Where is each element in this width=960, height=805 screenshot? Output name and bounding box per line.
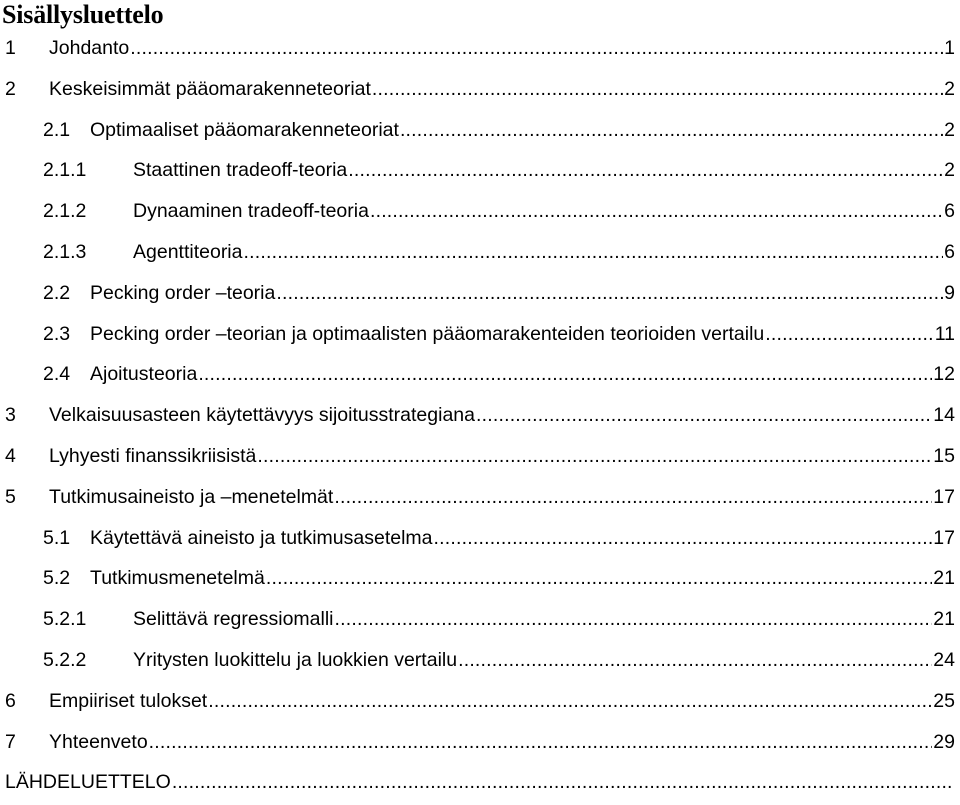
toc-entry-number: 5.1	[43, 526, 71, 549]
toc-entry-title: Tutkimusmenetelmä	[90, 567, 265, 590]
toc-entry-number: 5	[5, 485, 16, 508]
toc-dot-leader	[244, 234, 944, 270]
toc-entry-title: Pecking order –teoria	[90, 281, 276, 304]
toc-entry-title: Tutkimusaineisto ja –menetelmät	[49, 485, 334, 508]
toc-entry-title: Käytettävä aineisto ja tutkimusasetelma	[90, 526, 433, 549]
page-title: Sisällysluettelo	[2, 0, 164, 29]
toc-dot-leader	[400, 112, 943, 148]
toc-entry[interactable]	[0, 356, 960, 397]
toc-entry[interactable]	[0, 520, 960, 561]
toc-entry-number: 2.4	[43, 363, 71, 386]
toc-entry[interactable]	[0, 642, 960, 683]
toc-entry-title: Lyhyesti finanssikriisistä	[49, 444, 257, 467]
toc-entry-number: 2.1.2	[43, 200, 87, 223]
toc-dot-leader	[172, 764, 954, 800]
toc-entry-number: 1	[5, 37, 16, 59]
toc-dot-leader	[334, 479, 932, 515]
toc-entry-title: Dynaaminen tradeoff-teoria	[133, 200, 369, 223]
toc-entry-page: 25	[933, 689, 955, 712]
toc-entry-page: 6	[944, 240, 955, 263]
toc-entry-title: Yritysten luokittelu ja luokkien vertailu	[133, 648, 458, 671]
toc-entry-number: 6	[5, 689, 16, 712]
toc-entry-page: 17	[933, 485, 955, 508]
toc-dot-leader	[476, 397, 932, 433]
toc-entry-title: Pecking order –teorian ja optimaalisten pääomarakenteiden teorioiden vertailu	[90, 322, 765, 345]
toc-dot-leader	[208, 683, 932, 719]
toc-entry-number: 7	[5, 730, 16, 753]
toc-entry-page: 15	[933, 444, 955, 467]
toc-dot-leader	[765, 316, 934, 352]
toc-entry-page: 2	[944, 118, 955, 141]
toc-entry[interactable]	[0, 152, 960, 193]
toc-entry[interactable]	[0, 479, 960, 520]
toc-entry-title: Agenttiteoria	[133, 240, 243, 263]
toc-dot-leader	[276, 275, 943, 311]
toc-entry-page: 2	[944, 159, 955, 182]
toc-entry[interactable]	[0, 724, 960, 765]
toc-entry-number: 5.2.1	[43, 608, 87, 631]
toc-dot-leader	[130, 30, 943, 66]
toc-dot-leader	[257, 438, 932, 474]
toc-dot-leader	[434, 520, 933, 556]
toc-entry[interactable]	[0, 193, 960, 234]
toc-entry-number: 3	[5, 404, 16, 427]
toc-entry-page: 6	[944, 200, 955, 223]
toc-entry-title: Empiiriset tulokset	[49, 689, 208, 712]
toc-entry-number: 2.2	[43, 281, 71, 304]
toc-entry-page: 21	[933, 608, 955, 631]
toc-entry[interactable]	[0, 438, 960, 479]
toc-entry-page: 21	[933, 567, 955, 590]
table-of-contents	[0, 30, 960, 805]
toc-entry[interactable]	[0, 30, 960, 71]
toc-entry-number: 4	[5, 444, 16, 467]
toc-entry-title: Johdanto	[49, 37, 130, 59]
toc-entry[interactable]	[0, 683, 960, 724]
toc-entry[interactable]	[0, 71, 960, 112]
toc-entry-page: 9	[944, 281, 955, 304]
toc-entry-page: 1	[944, 37, 955, 59]
toc-entry-page: 2	[944, 77, 955, 100]
toc-entry-page: 24	[933, 648, 955, 671]
toc-dot-leader	[458, 642, 932, 678]
toc-entry-number: 2.1.1	[43, 159, 87, 182]
toc-entry-title: Optimaaliset pääomarakenneteoriat	[90, 118, 399, 141]
toc-entry-number: 2	[5, 77, 16, 100]
toc-dot-leader	[149, 724, 933, 760]
toc-entry[interactable]	[0, 397, 960, 438]
toc-entry-title: Selittävä regressiomalli	[133, 608, 334, 631]
toc-entry[interactable]	[0, 234, 960, 275]
toc-entry-page: 29	[933, 730, 955, 753]
toc-entry-page: 12	[933, 363, 955, 386]
toc-entry-page: 11	[934, 322, 955, 345]
toc-entry-page: 17	[933, 526, 955, 549]
toc-dot-leader	[335, 601, 933, 637]
toc-entry-title: Yhteenveto	[49, 730, 148, 753]
toc-dot-leader	[372, 71, 943, 107]
toc-entry[interactable]	[0, 275, 960, 316]
toc-dot-leader	[370, 193, 943, 229]
toc-entry-title: Velkaisuusasteen käytettävyys sijoitusstrategiana	[49, 404, 475, 427]
toc-entry-title: Staattinen tradeoff-teoria	[133, 159, 348, 182]
toc-entry[interactable]	[0, 316, 960, 357]
toc-entry-title: Ajoitusteoria	[90, 363, 198, 386]
toc-entry-number: 2.3	[43, 322, 71, 345]
toc-entry-title: LÄHDELUETTELO	[5, 771, 171, 794]
toc-entry-number: 2.1	[43, 118, 71, 141]
toc-entry[interactable]	[0, 560, 960, 601]
toc-dot-leader	[348, 152, 943, 188]
toc-dot-leader	[198, 356, 932, 392]
toc-entry-number: 5.2.2	[43, 648, 87, 671]
toc-entry-title: Keskeisimmät pääomarakenneteoriat	[49, 77, 371, 100]
toc-entry[interactable]	[0, 112, 960, 153]
toc-entry[interactable]	[0, 764, 960, 805]
toc-entry-number: 2.1.3	[43, 240, 87, 263]
toc-entry-page: 14	[933, 404, 955, 427]
toc-dot-leader	[266, 560, 932, 596]
toc-entry[interactable]	[0, 601, 960, 642]
toc-entry-number: 5.2	[43, 567, 71, 590]
